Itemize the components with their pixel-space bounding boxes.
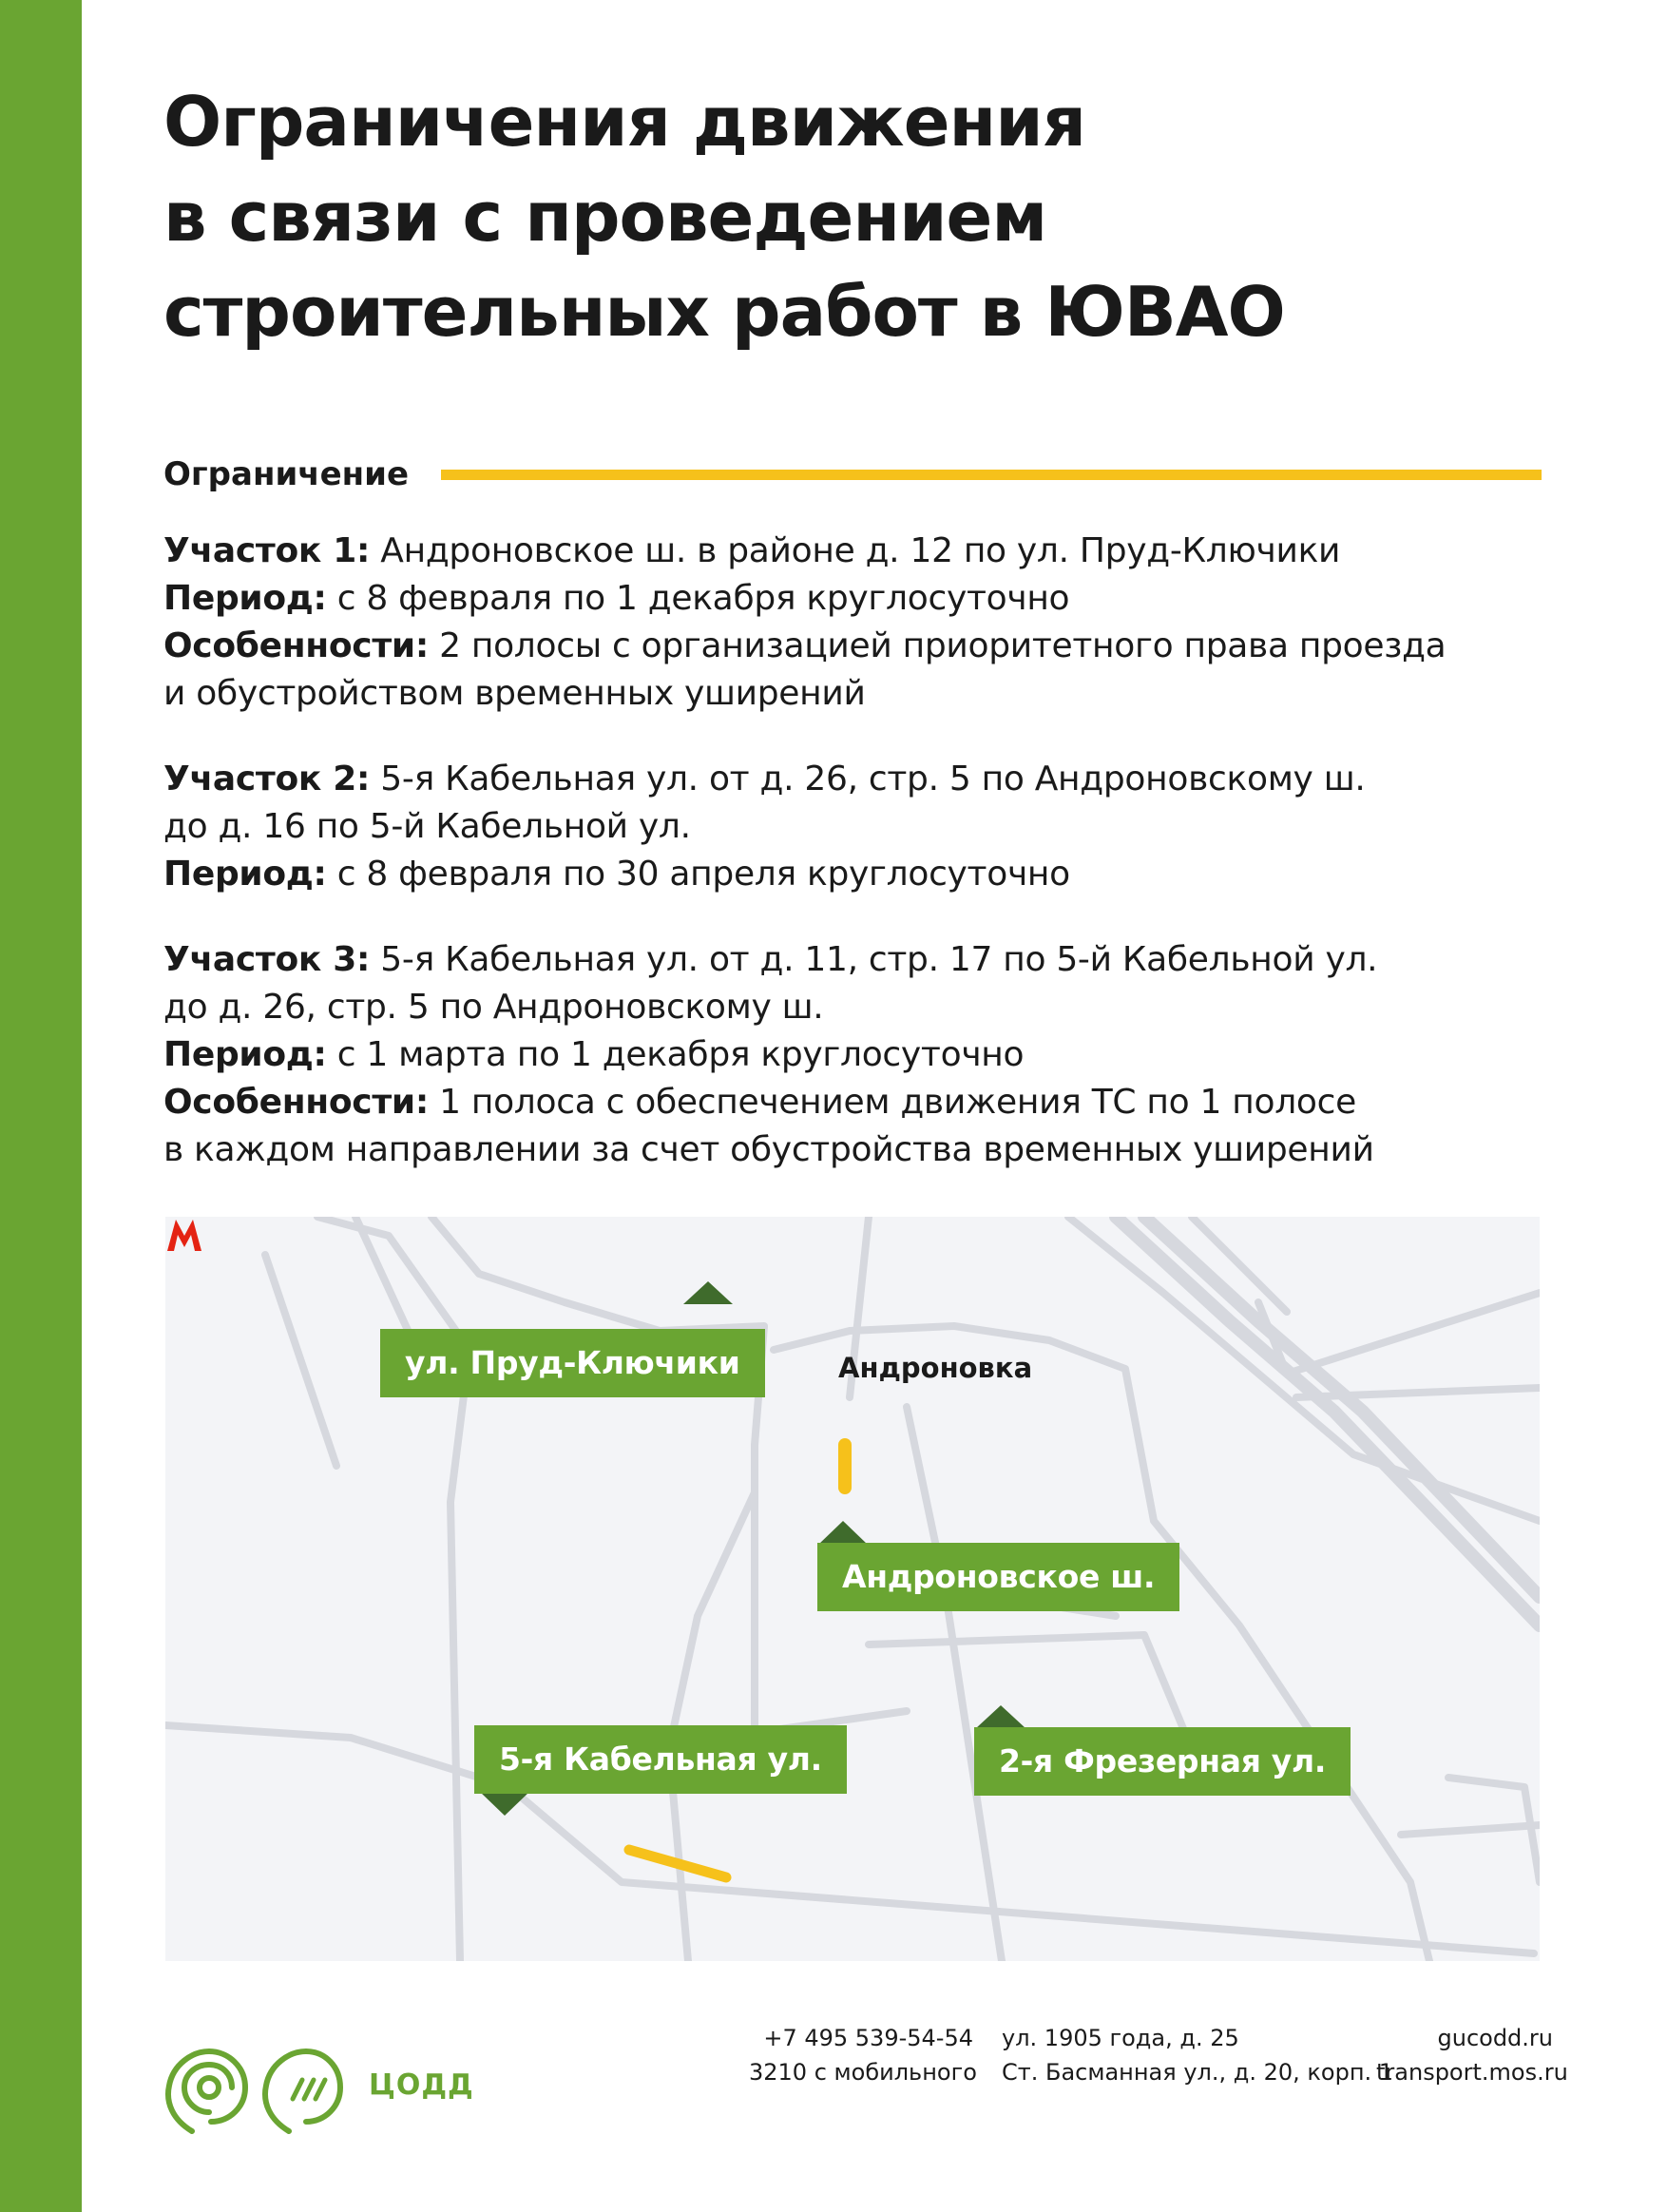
text-line: до д. 26, стр. 5 по Андроновскому ш.	[163, 988, 824, 1027]
label-pointer-prud	[683, 1281, 733, 1304]
title-line-1: Ограничения движения	[163, 82, 1085, 162]
text-line: и обустройством временных уширений	[163, 674, 866, 713]
metro-station-name: Андроновка	[838, 1352, 1033, 1384]
page-title	[163, 74, 1589, 359]
metro-icon	[165, 1217, 203, 1253]
footer-mobile: 3210 с мобильного	[749, 2059, 977, 2086]
footer-site-1[interactable]: gucodd.ru	[1437, 2025, 1553, 2051]
footer-sites	[1376, 2021, 1568, 2089]
footer-phones	[749, 2021, 977, 2089]
footer-addresses	[1002, 2021, 1393, 2089]
map-label-5-kabelnaya: 5-я Кабельная ул.	[474, 1725, 847, 1794]
text-line: Участок 1: Андроновское ш. в районе д. 12 по ул. Пруд-Ключики	[163, 531, 1341, 570]
text-line: Период: с 8 февраля по 30 апреля круглосуточно	[163, 855, 1070, 894]
text-line: Период: с 8 февраля по 1 декабря круглосуточно	[163, 579, 1070, 618]
label-pointer-kabelnaya	[480, 1792, 529, 1816]
left-accent-bar	[0, 0, 82, 2212]
text-line: Период: с 1 марта по 1 декабря круглосуточно	[163, 1035, 1025, 1074]
footer-phone: +7 495 539-54-54	[763, 2025, 973, 2051]
restriction-section-1	[163, 528, 1589, 718]
restriction-section-3	[163, 936, 1589, 1174]
footer-site-2[interactable]: transport.mos.ru	[1376, 2059, 1568, 2086]
label-pointer-frezernaya	[976, 1705, 1025, 1728]
text-line: Особенности: 1 полоса с обеспечением движения ТС по 1 полосе	[163, 1083, 1356, 1122]
text-line: Участок 3: 5-я Кабельная ул. от д. 11, стр. 17 по 5-й Кабельной ул.	[163, 940, 1378, 979]
text-line: Участок 2: 5-я Кабельная ул. от д. 26, стр. 5 по Андроновскому ш.	[163, 760, 1366, 798]
label-pointer-andronovskoe	[818, 1521, 868, 1545]
codd-logo-text: ЦОДД	[369, 2068, 474, 2102]
text-line: в каждом направлении за счет обустройства временных уширений	[163, 1130, 1374, 1169]
footer-address-1: ул. 1905 года, д. 25	[1002, 2025, 1239, 2051]
title-line-2: в связи с проведением	[163, 177, 1047, 257]
section-header	[163, 449, 1542, 500]
text-line: до д. 16 по 5-й Кабельной ул.	[163, 807, 691, 846]
text-line: Особенности: 2 полосы с организацией приоритетного права проезда	[163, 626, 1447, 665]
map-label-2-frezernaya: 2-я Фрезерная ул.	[974, 1727, 1351, 1796]
codd-logo-icon	[163, 2044, 354, 2139]
street-map	[165, 1217, 1540, 1961]
restrictions-list	[163, 528, 1589, 1212]
section-label: Ограничение	[163, 455, 410, 493]
restriction-section-2	[163, 756, 1589, 898]
map-label-prud-klyuchiki: ул. Пруд-Ключики	[380, 1329, 765, 1397]
footer-address-2: Ст. Басманная ул., д. 20, корп. 1	[1002, 2059, 1394, 2086]
section-divider	[441, 470, 1542, 480]
title-line-3: строительных работ в ЮВАО	[163, 272, 1285, 352]
map-label-andronovskoe-sh: Андроновское ш.	[817, 1543, 1179, 1611]
